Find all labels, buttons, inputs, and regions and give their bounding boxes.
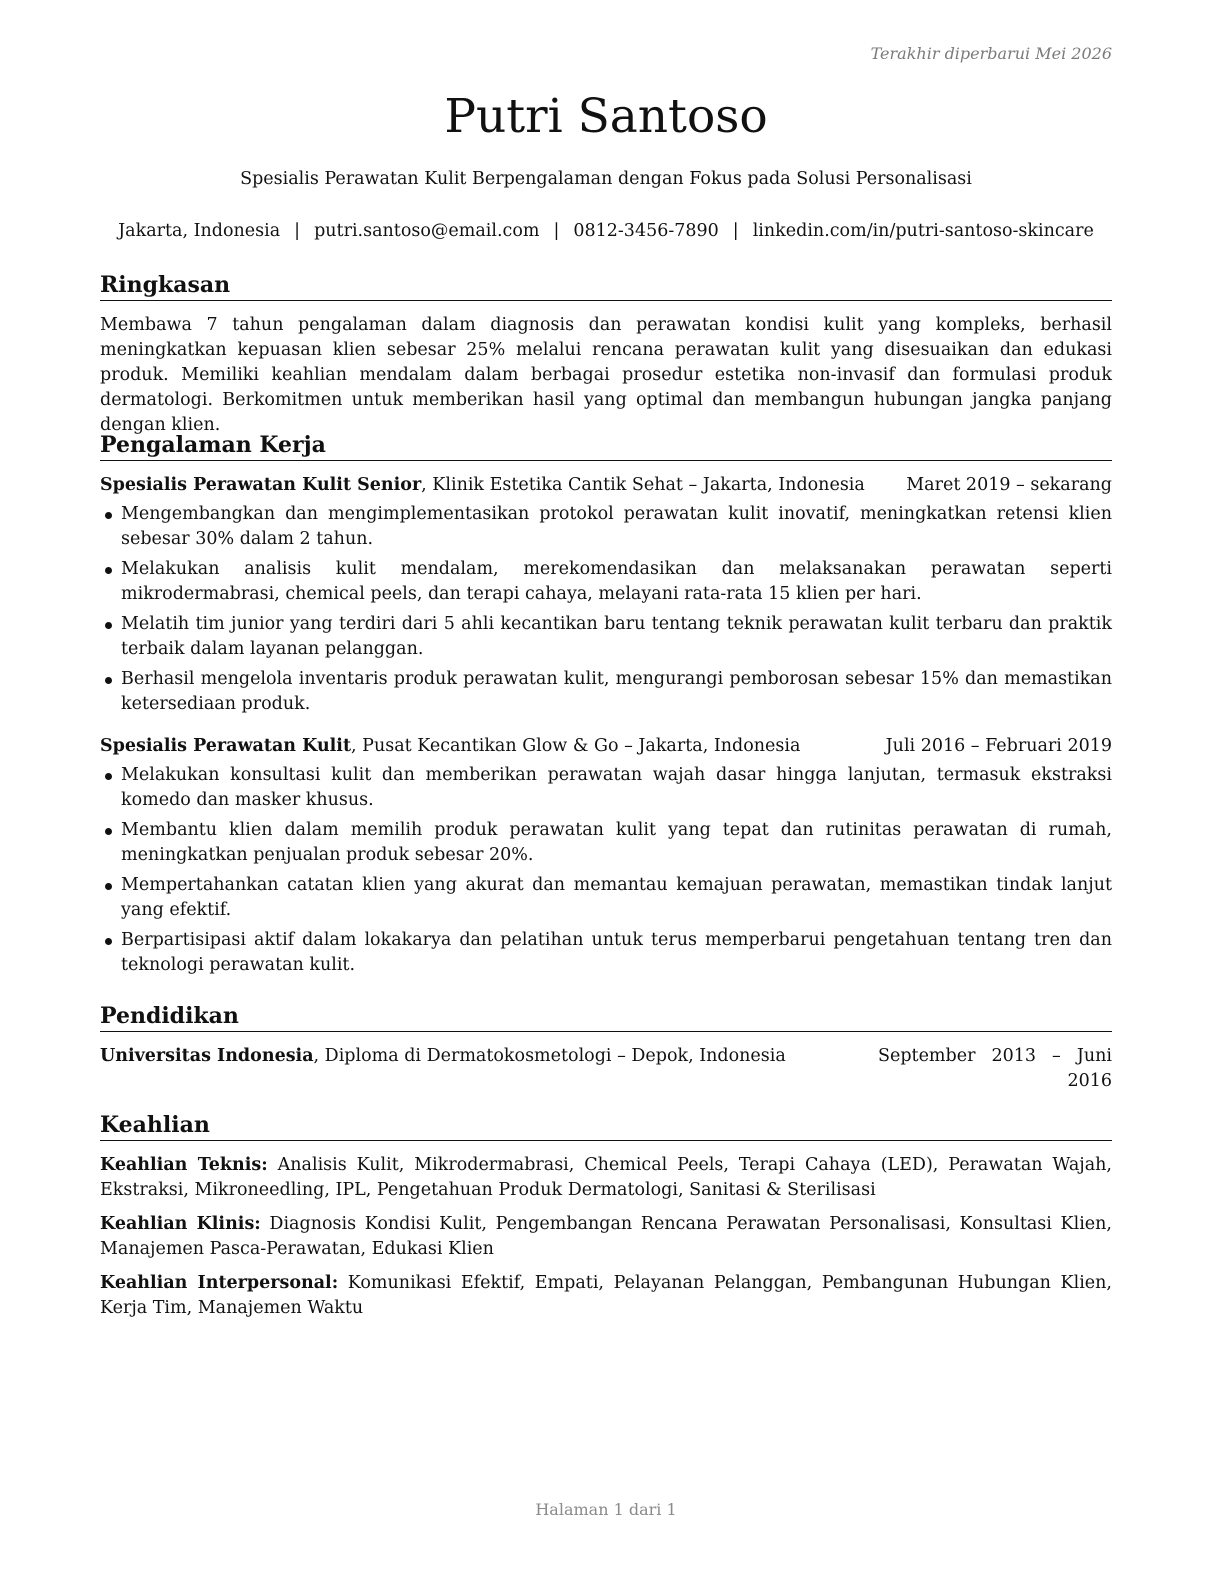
education-section <box>100 1002 1112 1094</box>
tagline: Spesialis Perawatan Kulit Berpengalaman dengan Fokus pada Solusi Personalisasi <box>240 169 972 189</box>
summary-section <box>100 271 1112 438</box>
contact-email[interactable]: putri.santoso@email.com <box>314 221 540 241</box>
contact-linkedin[interactable]: linkedin.com/in/putri-santoso-skincare <box>752 221 1094 241</box>
job-bullet: Berpartisipasi aktif dalam lokakarya dan pelatihan untuk terus memperbarui pengetahuan tentang tren dan teknologi perawatan kulit. <box>100 928 1112 978</box>
job-role: Spesialis Perawatan Kulit Senior <box>100 475 422 495</box>
summary-text: Membawa 7 tahun pengalaman dalam diagnosis dan perawatan kondisi kulit yang kompleks, berhasil meningkatkan kepuasan klien sebesar 25% melalui rencana perawatan kulit yang disesuaikan dan edukasi produk. Memiliki keahlian mendalam dalam berbagai prosedur estetika non-invasif dan formulasi produk dermatologi. Berkomitmen untuk memberikan hasil yang optimal dan membangun hubungan jangka panjang dengan klien. <box>100 315 1112 435</box>
job-bullets <box>100 502 1112 717</box>
job-bullet: Membantu klien dalam memilih produk perawatan kulit yang tepat dan rutinitas perawatan di rumah, meningkatkan penjualan produk sebesar 20%. <box>100 818 1112 868</box>
candidate-name: Putri Santoso <box>444 89 768 144</box>
section-title-skills: Keahlian <box>100 1111 1112 1141</box>
job-bullets <box>100 763 1112 978</box>
job-bullet: Melatih tim junior yang terdiri dari 5 ahli kecantikan baru tentang teknik perawatan kulit terbaru dan praktik terbaik dalam layanan pelanggan. <box>100 612 1112 662</box>
job-title-line <box>100 473 865 498</box>
job-bullet: Melakukan analisis kulit mendalam, merekomendasikan dan melaksanakan perawatan seperti mikrodermabrasi, chemical peels, dan terapi cahaya, melayani rata-rata 15 klien per hari. <box>100 557 1112 607</box>
contact-separator: | <box>732 221 739 241</box>
job-org: , Klinik Estetika Cantik Sehat – Jakarta, Indonesia <box>421 475 865 495</box>
skill-group-label: Keahlian Interpersonal: <box>100 1273 339 1293</box>
last-updated: Terakhir diperbarui Mei 2026 <box>870 44 1112 63</box>
education-school: Universitas Indonesia <box>100 1046 314 1066</box>
page-number: Halaman 1 dari 1 <box>535 1500 677 1519</box>
job-header <box>100 734 1112 759</box>
education-entry <box>100 1044 1112 1094</box>
job-bullet: Mempertahankan catatan klien yang akurat dan memantau kemajuan perawatan, memastikan tindak lanjut yang efektif. <box>100 873 1112 923</box>
contact-separator: | <box>553 221 560 241</box>
skill-group-label: Keahlian Klinis: <box>100 1214 261 1234</box>
contact-line <box>80 218 1132 244</box>
education-title-line <box>100 1044 786 1094</box>
education-detail: , Diploma di Dermatokosmetologi – Depok, Indonesia <box>313 1046 786 1066</box>
education-date: September 2013 – Juni 2016 <box>878 1046 1112 1091</box>
job-title-line <box>100 734 800 759</box>
contact-location: Jakarta, Indonesia <box>118 221 281 241</box>
section-title-education: Pendidikan <box>100 1002 1112 1032</box>
skill-group-text: Komunikasi Efektif, Empati, Pelayanan Pelanggan, Pembangunan Hubungan Klien, Kerja Tim, Manajemen Waktu <box>100 1273 1112 1318</box>
section-title-experience: Pengalaman Kerja <box>100 431 1112 461</box>
job-date: Maret 2019 – sekarang <box>906 475 1112 495</box>
contact-phone: 0812-3456-7890 <box>573 221 719 241</box>
job-bullet: Mengembangkan dan mengimplementasikan protokol perawatan kulit inovatif, meningkatkan retensi klien sebesar 30% dalam 2 tahun. <box>100 502 1112 552</box>
job-bullet: Melakukan konsultasi kulit dan memberikan perawatan wajah dasar hingga lanjutan, termasuk ekstraksi komedo dan masker khusus. <box>100 763 1112 813</box>
job-org: , Pusat Kecantikan Glow & Go – Jakarta, Indonesia <box>351 736 801 756</box>
section-title-summary: Ringkasan <box>100 271 1112 301</box>
job-entry <box>100 734 1112 978</box>
skill-group-text: Diagnosis Kondisi Kulit, Pengembangan Rencana Perawatan Personalisasi, Konsultasi Klien, Manajemen Pasca-Perawatan, Edukasi Klien <box>100 1214 1112 1259</box>
job-entry <box>100 473 1112 717</box>
job-date: Juli 2016 – Februari 2019 <box>885 736 1112 756</box>
skill-group <box>100 1153 1112 1203</box>
skill-group-label: Keahlian Teknis: <box>100 1155 268 1175</box>
job-bullet: Berhasil mengelola inventaris produk perawatan kulit, mengurangi pemborosan sebesar 15% dan memastikan ketersediaan produk. <box>100 667 1112 717</box>
resume-page <box>100 0 1112 1584</box>
job-role: Spesialis Perawatan Kulit <box>100 736 352 756</box>
skill-group-text: Analisis Kulit, Mikrodermabrasi, Chemical Peels, Terapi Cahaya (LED), Perawatan Wajah, Ekstraksi, Mikroneedling, IPL, Pengetahuan Produk Dermatologi, Sanitasi & Sterilisasi <box>100 1155 1112 1200</box>
job-header <box>100 473 1112 498</box>
contact-separator: | <box>294 221 301 241</box>
experience-section <box>100 431 1112 983</box>
skill-group <box>100 1271 1112 1321</box>
skill-group <box>100 1212 1112 1262</box>
skills-section <box>100 1111 1112 1330</box>
